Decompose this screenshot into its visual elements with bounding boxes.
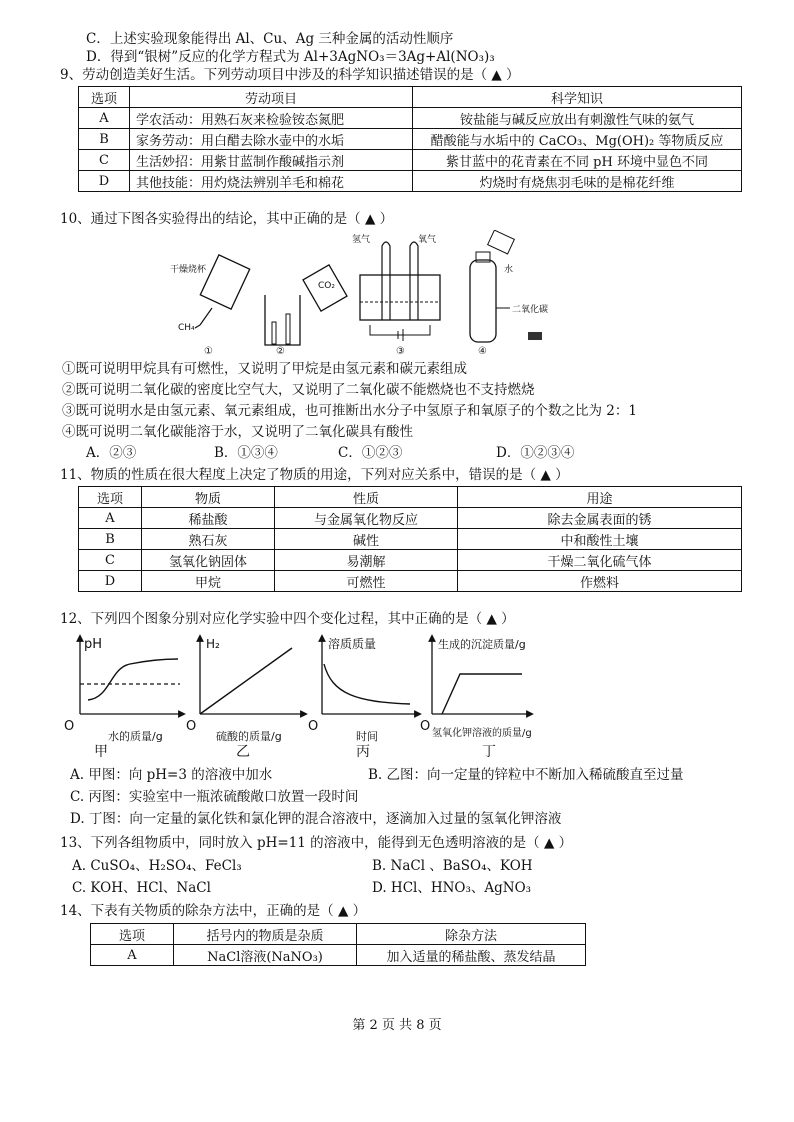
header-cell: 除杂方法: [357, 924, 586, 945]
q13-option-a: A. CuSO₄、H₂SO₄、FeCl₃: [72, 858, 242, 874]
cell: 甲烷: [142, 571, 275, 592]
header-cell: 劳动项目: [130, 87, 413, 108]
cell: 稀盐酸: [142, 508, 275, 529]
graph-bing-xlabel: 时间: [356, 730, 378, 743]
cell: NaCl溶液(NaNO₃): [174, 945, 357, 966]
cell: 熟石灰: [142, 529, 275, 550]
table-header-row: [91, 924, 586, 945]
cell: A: [79, 108, 130, 129]
table-row: [79, 171, 742, 192]
header-cell: 科学知识: [413, 87, 742, 108]
option-c: C．上述实验现象能得出 Al、Cu、Ag 三种金属的活动性顺序: [86, 31, 454, 47]
label-n4: ④: [478, 346, 487, 357]
header-cell: 选项: [79, 87, 130, 108]
experiment-2: [265, 265, 347, 357]
graph-yi-xlabel: 硫酸的质量/g: [216, 730, 282, 743]
cell: 家务劳动：用白醋去除水壶中的水垢: [130, 129, 413, 150]
cell: 可燃性: [275, 571, 458, 592]
q9-table: [78, 86, 742, 192]
cell: 灼烧时有烧焦羽毛味的是棉花纤维: [413, 171, 742, 192]
header-cell: 括号内的物质是杂质: [174, 924, 357, 945]
table-header-row: [79, 487, 742, 508]
cell: 铵盐能与碱反应放出有刺激性气味的氨气: [413, 108, 742, 129]
q13-option-c: C. KOH、HCl、NaCl: [72, 880, 211, 896]
q10-option-a: A．②③: [86, 445, 137, 461]
q11-stem: 11、物质的性质在很大程度上决定了物质的用途，下列对应关系中，错误的是（ ▲ ）: [60, 467, 569, 483]
graph-bing-name: 丙: [356, 744, 370, 760]
q12-option-a: A. 甲图：向 pH=3 的溶液中加水: [70, 767, 273, 783]
cell: 干燥二氧化硫气体: [458, 550, 742, 571]
page-number: 第 2 页 共 8 页: [352, 1018, 442, 1033]
q10-stem: 10、通过下图各实验得出的结论，其中正确的是（ ▲ ）: [60, 211, 394, 227]
q10-statement-3: ③既可说明水是由氢元素、氧元素组成，也可推断出水分子中氢原子和氧原子的个数之比为 2：1: [62, 403, 637, 419]
q10-statement-1: ①既可说明甲烷具有可燃性，又说明了甲烷是由氢元素和碳元素组成: [62, 361, 467, 377]
graph-jia-origin: O: [64, 719, 75, 734]
label-beaker: 干燥烧杯: [170, 265, 207, 275]
table-row: [79, 571, 742, 592]
cell: 醋酸能与水垢中的 CaCO₃、Mg(OH)₂ 等物质反应: [413, 129, 742, 150]
label-co2: CO₂: [318, 281, 335, 291]
graph-jia-xlabel: 水的质量/g: [108, 730, 163, 743]
table-row: [91, 945, 586, 966]
graph-ding-name: 丁: [482, 744, 496, 760]
graph-yi: [186, 637, 304, 760]
q12-graphs: [60, 632, 580, 764]
q10-figure: [160, 230, 580, 360]
label-water: 水: [504, 265, 514, 275]
q10-option-c: C．①②③: [338, 445, 403, 461]
cell: 易潮解: [275, 550, 458, 571]
cell: 生活妙招：用紫甘蓝制作酸碱指示剂: [130, 150, 413, 171]
option-d: D．得到“银树”反应的化学方程式为 Al+3AgNO₃＝3Ag+Al(NO₃)₃: [86, 49, 495, 65]
q14-stem: 14、下表有关物质的除杂方法中，正确的是（ ▲ ）: [60, 903, 367, 919]
table-row: [79, 150, 742, 171]
cell: D: [79, 171, 130, 192]
graph-ding: [420, 637, 532, 760]
graph-yi-name: 乙: [236, 744, 250, 760]
cell: A: [91, 945, 174, 966]
q13-option-b: B. NaCl 、BaSO₄、KOH: [372, 858, 533, 874]
label-o2: 氧气: [418, 235, 437, 245]
table-row: [79, 129, 742, 150]
cell: 紫甘蓝中的花青素在不同 pH 环境中显色不同: [413, 150, 742, 171]
graph-ding-ylabel: 生成的沉淀质量/g: [438, 638, 526, 651]
header-cell: 用途: [458, 487, 742, 508]
graph-jia: [64, 637, 182, 760]
cell: B: [79, 529, 142, 550]
cell: 学农活动：用熟石灰来检验铵态氮肥: [130, 108, 413, 129]
experiment-1: [170, 255, 250, 357]
header-cell: 性质: [275, 487, 458, 508]
table-header-row: [79, 87, 742, 108]
cell: 碱性: [275, 529, 458, 550]
table-row: [79, 508, 742, 529]
q12-option-d: D. 丁图：向一定量的氯化铁和氯化钾的混合溶液中，逐滴加入过量的氢氧化钾溶液: [70, 811, 562, 827]
cell: 除去金属表面的锈: [458, 508, 742, 529]
q10-option-b: B．①③④: [214, 445, 278, 461]
label-n3: ③: [396, 346, 405, 357]
header-cell: 物质: [142, 487, 275, 508]
graph-ding-xlabel: 氢氧化钾溶液的质量/g: [432, 728, 532, 739]
label-h2: 氢气: [352, 235, 371, 245]
label-n1: ①: [204, 346, 213, 357]
cell: C: [79, 550, 142, 571]
q13-option-d: D. HCl、HNO₃、AgNO₃: [372, 880, 532, 896]
graph-yi-origin: O: [186, 719, 197, 734]
cell: 加入适量的稀盐酸、蒸发结晶: [357, 945, 586, 966]
cell: 与金属氧化物反应: [275, 508, 458, 529]
cell: D: [79, 571, 142, 592]
table-row: [79, 108, 742, 129]
graph-yi-ylabel: H₂: [206, 637, 220, 651]
cell: A: [79, 508, 142, 529]
label-n2: ②: [276, 346, 285, 357]
graph-bing-origin: O: [308, 719, 319, 734]
q11-table: [78, 486, 742, 592]
q13-stem: 13、下列各组物质中，同时放入 pH=11 的溶液中，能得到无色透明溶液的是（ ▲ ）: [60, 835, 573, 851]
cell: 中和酸性土壤: [458, 529, 742, 550]
table-row: [79, 529, 742, 550]
experiment-3: [352, 233, 440, 357]
label-ch4: CH₄: [178, 323, 195, 333]
cell: 作燃料: [458, 571, 742, 592]
header-cell: 选项: [91, 924, 174, 945]
graph-jia-name: 甲: [94, 744, 108, 760]
q12-stem: 12、下列四个图象分别对应化学实验中四个变化过程，其中正确的是（ ▲ ）: [60, 611, 515, 627]
q10-statement-2: ②既可说明二氧化碳的密度比空气大，又说明了二氧化碳不能燃烧也不支持燃烧: [62, 382, 535, 398]
graph-bing: [308, 636, 418, 760]
q10-option-d: D．①②③④: [496, 445, 575, 461]
table-row: [79, 550, 742, 571]
experiment-4: [470, 230, 548, 357]
cell: C: [79, 150, 130, 171]
graph-jia-ylabel: pH: [84, 637, 103, 652]
cell: B: [79, 129, 130, 150]
q12-option-c: C. 丙图：实验室中一瓶浓硫酸敞口放置一段时间: [70, 789, 359, 805]
cell: 其他技能：用灼烧法辨别羊毛和棉花: [130, 171, 413, 192]
label-co2-bottle: 二氧化碳: [512, 305, 549, 315]
graph-ding-origin: O: [420, 719, 431, 734]
graph-bing-ylabel: 溶质质量: [328, 637, 377, 651]
header-cell: 选项: [79, 487, 142, 508]
q10-statement-4: ④既可说明二氧化碳能溶于水，又说明了二氧化碳具有酸性: [62, 424, 413, 440]
q14-table: [90, 923, 586, 966]
q12-option-b: B. 乙图：向一定量的锌粒中不断加入稀硫酸直至过量: [368, 767, 684, 783]
cell: 氢氧化钠固体: [142, 550, 275, 571]
q9-stem: 9、劳动创造美好生活。下列劳动项目中涉及的科学知识描述错误的是（ ▲ ）: [60, 67, 520, 83]
